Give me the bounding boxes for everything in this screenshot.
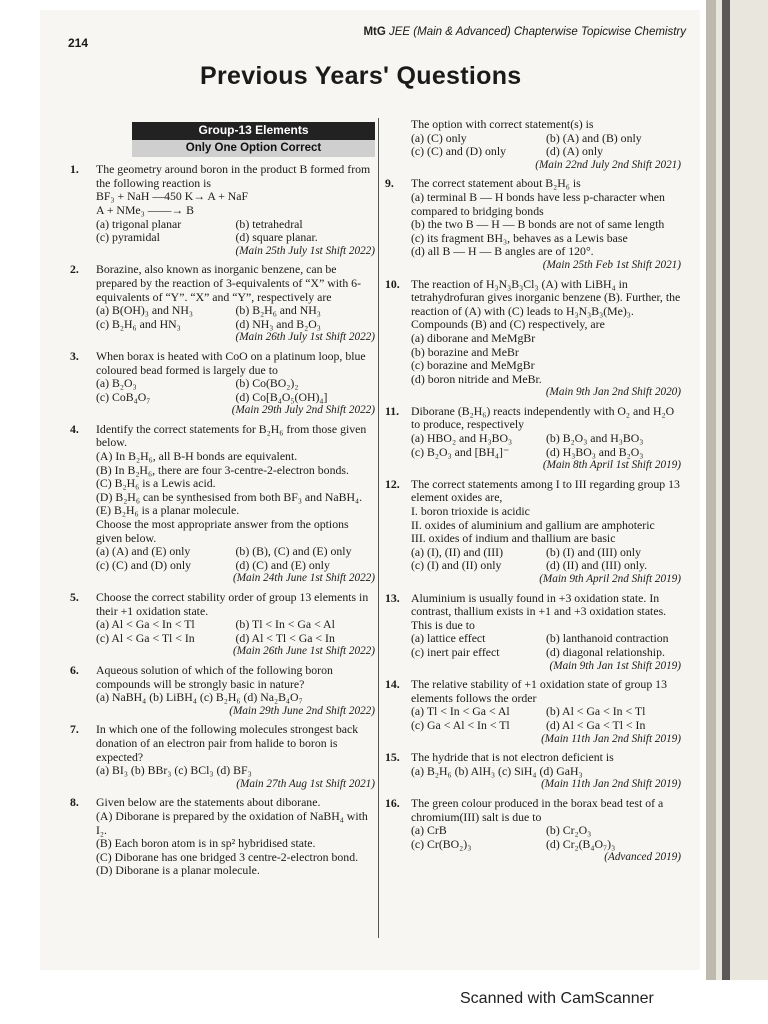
- option-d: (d) square planar.: [235, 230, 318, 245]
- option-a: (a) HBO₂ and H₃BO₃: [411, 431, 513, 446]
- option-c: (c) Ga < Al < In < Tl: [411, 717, 510, 732]
- option-c: (c) CoB₄O₇: [96, 389, 151, 404]
- statement-d: (D) Diborane is a planar molecule.: [96, 863, 260, 878]
- option-b: (b) lanthanoid contraction: [546, 631, 669, 646]
- adjacent-page-edge: [706, 0, 768, 980]
- exam-source: (Main 26th June 1st Shift 2022): [232, 645, 375, 658]
- option-a: (a) Al < Ga < In < Tl: [96, 617, 195, 632]
- option-a: (a) lattice effect: [411, 631, 486, 646]
- question-16: [385, 797, 681, 865]
- brand-logo: MtG: [363, 26, 386, 38]
- option-a: (a) Tl < In < Ga < Al: [411, 704, 510, 719]
- option-a: (a) B₂O₃: [96, 376, 137, 391]
- option-d: (d) (II) and (III) only.: [546, 558, 648, 573]
- option-c: (c) (C) and (D) only: [96, 557, 191, 572]
- question-stem: Diborane (B₂H₆) reacts independently with O₂ and H₂O to produce, respectively: [411, 403, 675, 432]
- option-c: (c) Cr(BO₂)₃: [411, 836, 472, 851]
- option-d: (d) H₃BO₃ and B₂O₃: [546, 444, 644, 459]
- section-subheading: Only One Option Correct: [132, 140, 375, 158]
- option-a: (a) (I), (II) and (III): [411, 544, 504, 559]
- statement-b: (B) Each boron atom is in sp² hybridised state.: [96, 836, 316, 851]
- option-c: (c) its fragment BH₃, behaves as a Lewis base: [411, 230, 628, 245]
- exam-source: (Main 8th April 1st Shift 2019): [542, 459, 681, 472]
- question-stem: Identify the correct statements for B₂H₆ from those given below.: [96, 421, 367, 450]
- statement-c: (C) Diborane has one bridged 3 centre-2-electron bond.: [96, 849, 359, 864]
- scanned-page: [40, 10, 700, 970]
- option-c: (c) inert pair effect: [411, 644, 500, 659]
- page-number: 214: [68, 36, 89, 50]
- question-number: 3.: [70, 348, 79, 363]
- option-d: (d) Co[B₄O₅(OH)₄]: [235, 389, 328, 404]
- option-d: (d) (A) only: [546, 144, 604, 159]
- exam-source: (Main 9th April 2nd Shift 2019): [539, 573, 681, 585]
- left-column: [70, 118, 375, 883]
- option-b: (b) the two B — H — B bonds are not of same length: [411, 217, 665, 232]
- option-b: (b) (B), (C) and (E) only: [235, 544, 352, 559]
- option-a: (a) diborane and MeMgBr: [411, 330, 536, 345]
- statement-iii: III. oxides of indium and thallium are basic: [411, 531, 616, 546]
- column-divider: [378, 118, 379, 938]
- option-a: (a) (C) only: [411, 130, 467, 145]
- option-d: (d) boron nitride and MeBr.: [411, 371, 542, 386]
- question-stem: The geometry around boron in the product B formed from the following reaction is: [96, 162, 371, 190]
- statement-a: (A) In B₂H₆, all B-H bonds are equivalent.: [96, 449, 298, 464]
- question-number: 6.: [70, 662, 79, 677]
- question-number: 10.: [385, 276, 400, 291]
- question-stem: The option with correct statement(s) is: [411, 117, 594, 131]
- exam-source: (Main 25th Feb 1st Shift 2021): [542, 258, 681, 271]
- exam-source: (Main 25th July 1st Shift 2022): [235, 244, 375, 257]
- page-title: Previous Years' Questions: [200, 62, 522, 90]
- exam-source: (Main 11th Jan 2nd Shift 2019): [541, 732, 681, 745]
- running-head-text: JEE (Main & Advanced) Chapterwise Topicwise Chemistry: [389, 26, 686, 38]
- question-stem: Borazine, also known as inorganic benzene, can be prepared by the reaction of 3-equivalents of “X” with 6-equivalents of “Y”. “X” and “Y”, respectively are: [96, 262, 361, 304]
- exam-source: (Main 22nd July 2nd Shift 2021): [535, 158, 681, 171]
- right-column: [385, 118, 681, 870]
- option-c: (c) borazine and MeMgBr: [411, 358, 535, 373]
- option-d: (d) (C) and (E) only: [235, 557, 330, 572]
- question-11: [385, 405, 681, 473]
- question-stem: Choose the correct stability order of group 13 elements in their +1 oxidation state.: [96, 590, 369, 618]
- question-number: 1.: [70, 162, 79, 177]
- question-number: 11.: [385, 403, 400, 418]
- option-a: (a) CrB: [411, 823, 447, 838]
- question-stem: When borax is heated with CoO on a platinum loop, blue coloured bead formed is largely due to: [96, 348, 366, 377]
- option-a: (a) B(OH)₃ and NH₃: [96, 303, 194, 318]
- option-a: (a) terminal B — H bonds have less p-character when compared to bridging bonds: [411, 189, 665, 218]
- exam-source: (Main 29th June 2nd Shift 2022): [229, 704, 375, 717]
- question-1: [70, 163, 375, 258]
- question-stem: Given below are the statements about diborane.: [96, 795, 321, 810]
- option-d: (d) Al < Ga < Tl < In: [546, 717, 646, 732]
- question-number: 4.: [70, 421, 79, 436]
- option-d: (d) all B — H — B angles are of 120°.: [411, 244, 594, 259]
- option-b: (b) B₂O₃ and H₃BO₃: [546, 431, 644, 446]
- question-stem: In which one of the following molecules strongest back donation of an electron pair from halide to boron is expected?: [96, 722, 359, 764]
- question-number: 15.: [385, 750, 400, 765]
- exam-source: (Main 9th Jan 2nd Shift 2020): [545, 386, 681, 399]
- question-number: 7.: [70, 722, 79, 737]
- question-number: 9.: [385, 176, 394, 191]
- question-13: [385, 592, 681, 674]
- option-a: (a) trigonal planar: [96, 216, 182, 231]
- option-b: (b) (A) and (B) only: [546, 130, 642, 145]
- running-head: [363, 26, 686, 38]
- exam-source: (Advanced 2019): [604, 851, 681, 864]
- page-fold-shadow: [706, 0, 716, 980]
- question-stem: The hydride that is not electron deficient is: [411, 750, 614, 765]
- option-b: (b) Cr₂O₃: [546, 823, 592, 838]
- question-number: 12.: [385, 476, 400, 491]
- question-stem: The reaction of H₃N₃B₃Cl₃ (A) with LiBH₄ in tetrahydrofuran gives inorganic benzene (B). Further, the reaction of (A) with (C) leads to H₃N₃B₃(Me)₃. Compounds (B) and (C) respectively, are: [411, 276, 681, 332]
- question-number: 13.: [385, 590, 400, 605]
- option-c: (c) B₂H₆ and HN₃: [96, 316, 181, 331]
- exam-source: (Main 11th Jan 2nd Shift 2019): [541, 778, 681, 791]
- statement-i: I. boron trioxide is acidic: [411, 504, 530, 519]
- statement-c: (C) B₂H₆ is a Lewis acid.: [96, 476, 216, 491]
- option-b: (b) tetrahedral: [235, 216, 303, 231]
- question-number: 16.: [385, 795, 400, 810]
- statement-ii: II. oxides of aluminium and gallium are amphoteric: [411, 517, 655, 532]
- question-4: [70, 423, 375, 586]
- question-number: 5.: [70, 590, 79, 604]
- question-number: 14.: [385, 677, 400, 692]
- option-b: (b) B₂H₆ and NH₃: [235, 303, 321, 318]
- statement-b: (B) In B₂H₆, there are four 3-centre-2-electron bonds.: [96, 462, 349, 477]
- question-stem: Aluminium is usually found in +3 oxidation state. In contrast, thallium exists in +1 and +3 oxidation states. This is due to: [411, 590, 667, 632]
- exam-source: (Main 24th June 1st Shift 2022): [232, 572, 375, 585]
- question-10: [385, 278, 681, 400]
- option-c: (c) B₂O₃ and [BH₄]⁻: [411, 444, 510, 459]
- question-14: [385, 678, 681, 746]
- page-gutter: [722, 0, 730, 980]
- exam-source: (Main 9th Jan 1st Shift 2019): [549, 659, 681, 672]
- option-c: (c) (I) and (II) only: [411, 558, 502, 573]
- question-number: 8.: [70, 795, 79, 810]
- options-inline: (a) BI₃ (b) BBr₃ (c) BCl₃ (d) BF₃: [96, 763, 252, 778]
- question-stem: The green colour produced in the borax bead test of a chromium(III) salt is due to: [411, 795, 664, 824]
- question-8: [70, 796, 375, 878]
- option-d: (d) NH₃ and B₂O₃: [235, 316, 321, 331]
- option-b: (b) Co(BO₂)₂: [235, 376, 299, 391]
- equation: A + NMe₃ ——→ B: [96, 202, 194, 217]
- equation: BF₃ + NaH —450 K→ A + NaF: [96, 189, 249, 204]
- option-d: (d) Al < Tl < Ga < In: [235, 630, 335, 645]
- exam-source: (Main 29th July 2nd Shift 2022): [231, 404, 375, 417]
- question-5: [70, 591, 375, 659]
- question-8-continued: [385, 118, 681, 172]
- option-b: (b) Al < Ga < In < Tl: [546, 704, 646, 719]
- scanner-watermark: Scanned with CamScanner: [460, 990, 654, 1007]
- question-stem: The relative stability of +1 oxidation state of group 13 elements follows the order: [411, 677, 667, 705]
- question-stem: The correct statements among I to III regarding group 13 element oxides are,: [411, 476, 680, 505]
- question-3: [70, 350, 375, 418]
- option-c: (c) (C) and (D) only: [411, 144, 506, 159]
- statement-a: (A) Diborane is prepared by the oxidation of NaBH₄ with I₂.: [96, 808, 368, 837]
- statement-e: (E) B₂H₆ is a planar molecule.: [96, 503, 240, 518]
- section-banner: Group-13 Elements: [132, 122, 375, 140]
- options-inline: (a) B₂H₆ (b) AlH₃ (c) SiH₄ (d) GaH₃: [411, 763, 583, 778]
- choose-instruction: Choose the most appropriate answer from the options given below.: [96, 517, 349, 545]
- question-15: [385, 751, 681, 792]
- option-d: (d) Cr₂(B₄O₇)₃: [546, 836, 616, 851]
- option-c: (c) pyramidal: [96, 230, 160, 245]
- question-stem: The correct statement about B₂H₆ is: [411, 176, 581, 191]
- question-7: [70, 723, 375, 791]
- option-c: (c) Al < Ga < Tl < In: [96, 630, 195, 645]
- option-d: (d) diagonal relationship.: [546, 644, 665, 659]
- question-6: [70, 664, 375, 718]
- exam-source: (Main 27th Aug 1st Shift 2021): [236, 777, 375, 790]
- question-9: [385, 177, 681, 272]
- question-12: [385, 478, 681, 587]
- option-b: (b) Tl < In < Ga < Al: [235, 617, 335, 632]
- option-b: (b) (I) and (III) only: [546, 544, 641, 559]
- question-2: [70, 263, 375, 345]
- exam-source: (Main 26th July 1st Shift 2022): [235, 331, 375, 344]
- option-a: (a) (A) and (E) only: [96, 544, 191, 559]
- options-inline: (a) NaBH₄ (b) LiBH₄ (c) B₂H₆ (d) Na₂B₄O₇: [96, 690, 303, 705]
- question-number: 2.: [70, 262, 79, 277]
- question-stem: Aqueous solution of which of the following boron compounds will be strongly basic in nature?: [96, 662, 333, 691]
- option-b: (b) borazine and MeBr: [411, 344, 519, 359]
- statement-d: (D) B₂H₆ can be synthesised from both BF₃ and NaBH₄.: [96, 489, 363, 504]
